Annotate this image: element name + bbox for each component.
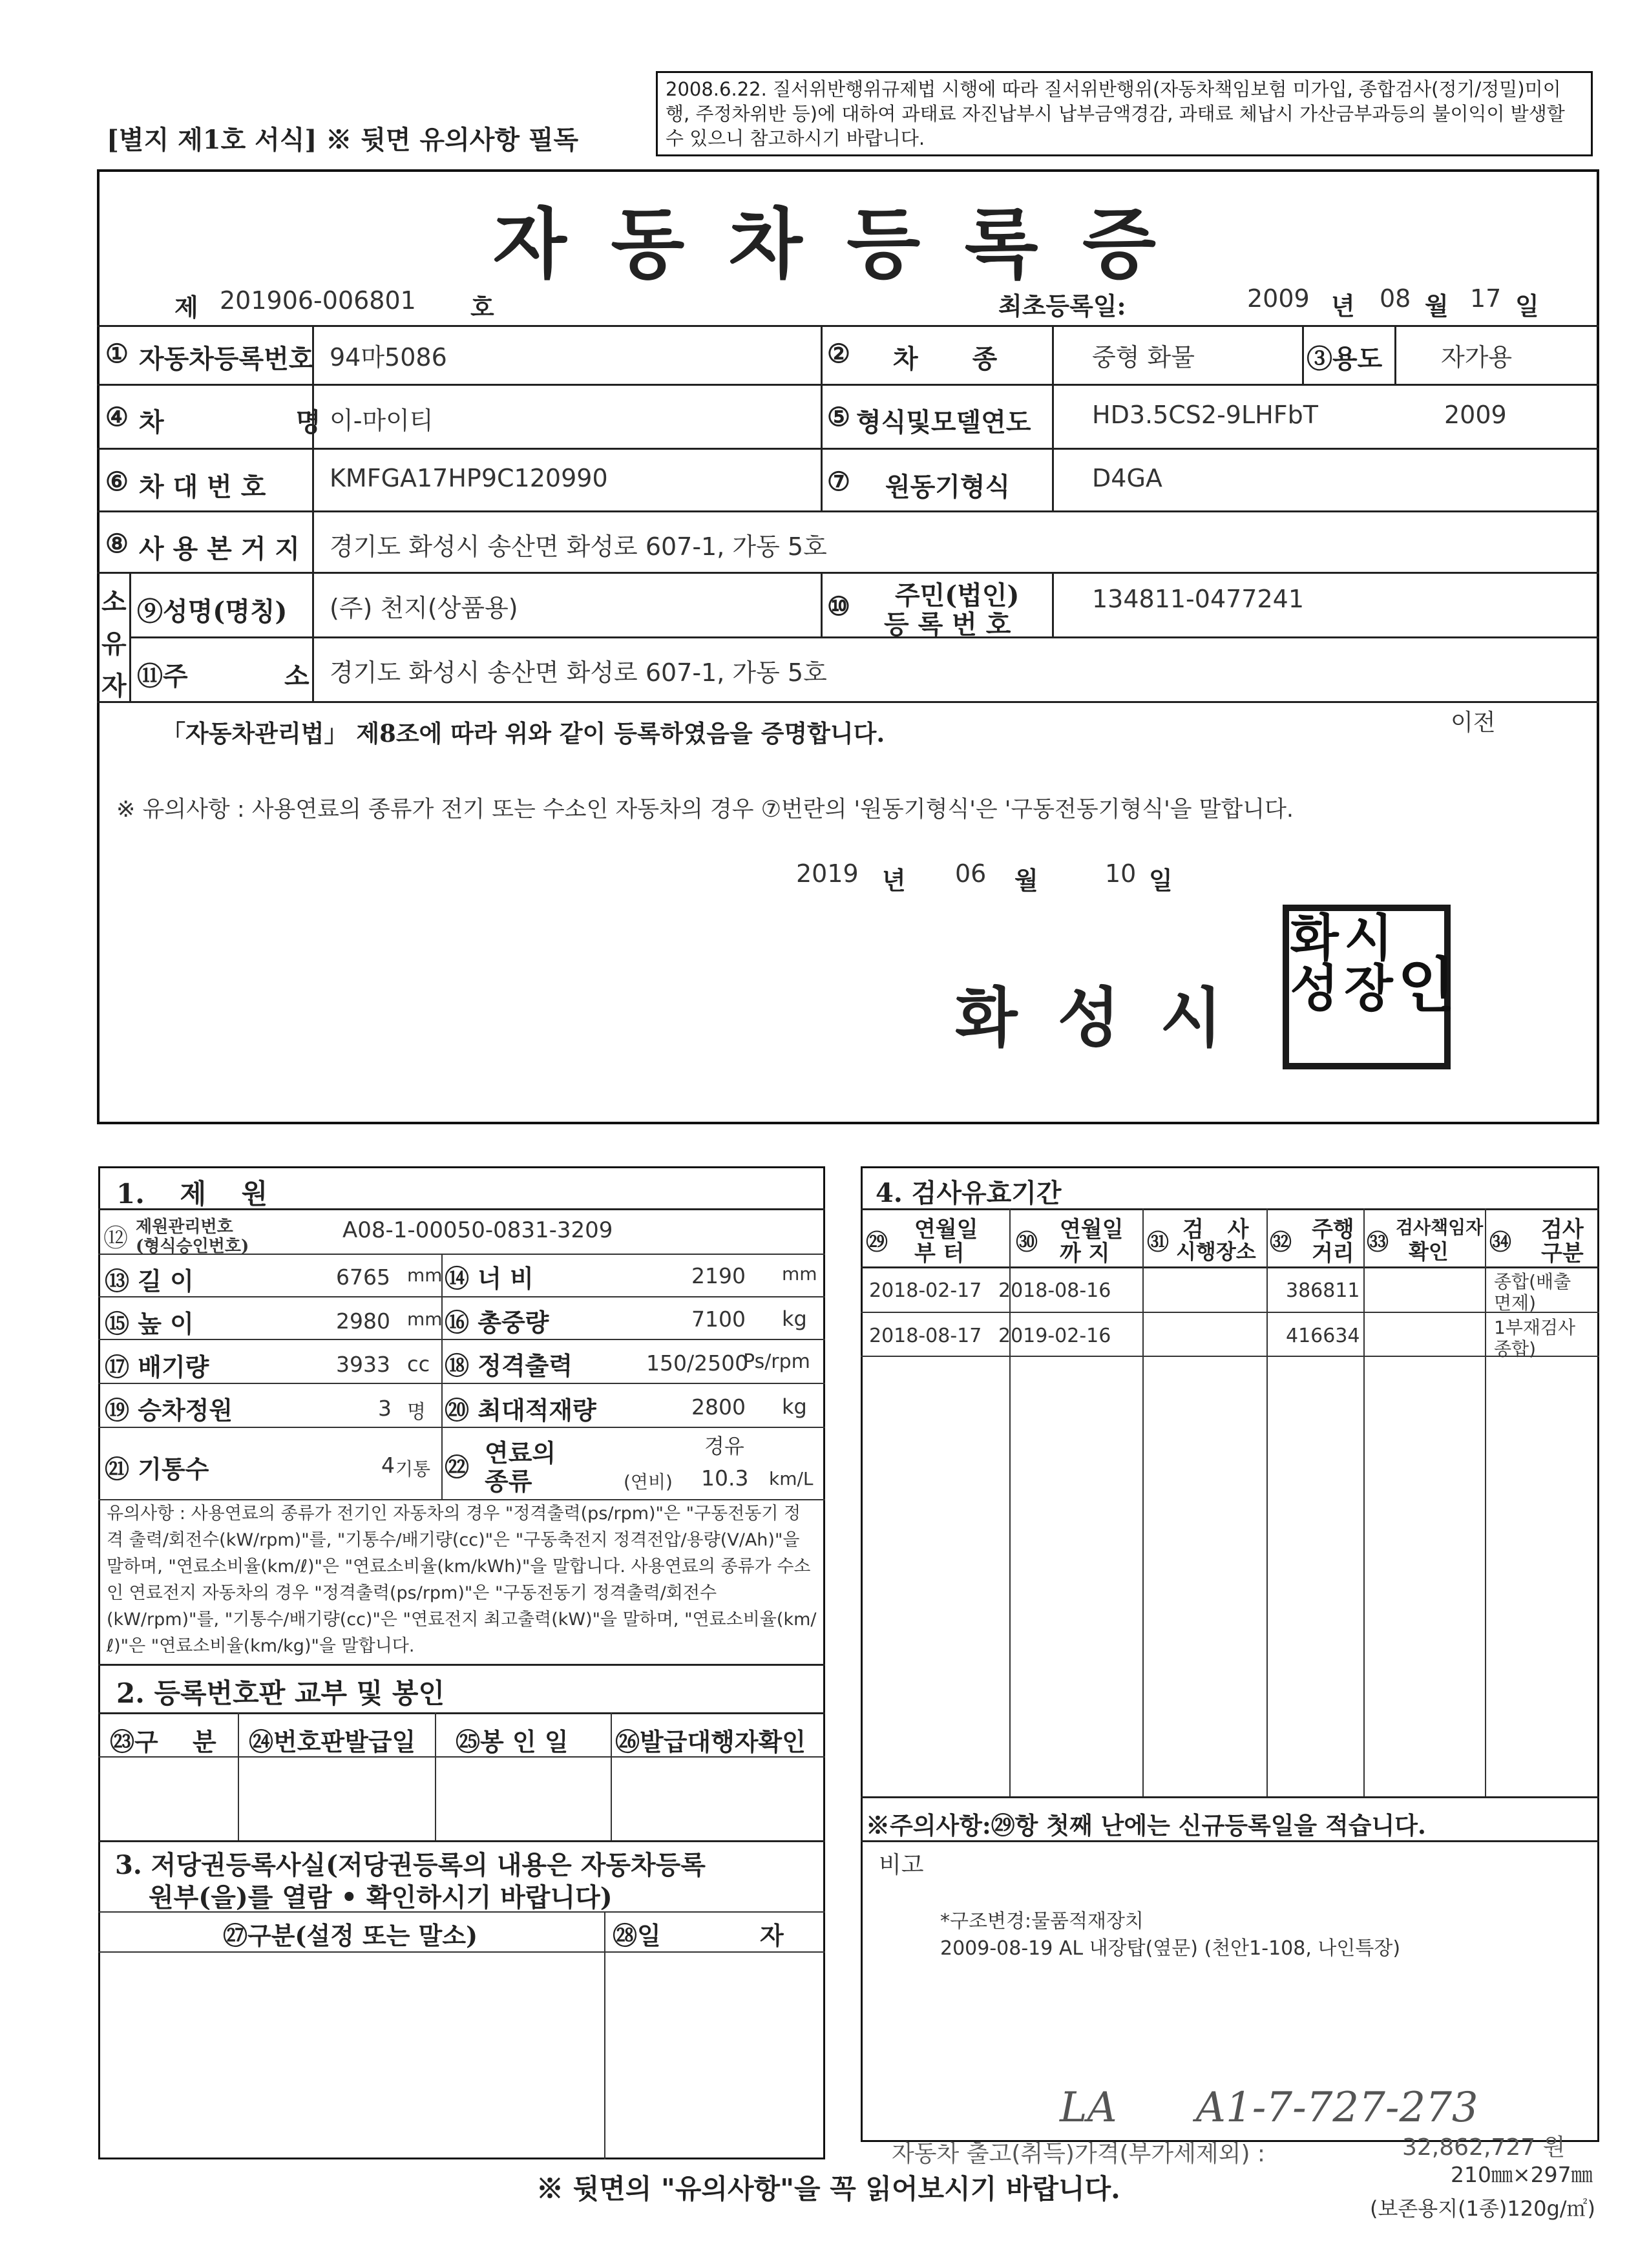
h33-label-2: 확인	[1409, 1239, 1449, 1264]
inspection-caution: ※주의사항:㉙항 첫째 난에는 신규등록일을 적습니다.	[866, 1811, 1426, 1840]
owner-char-3: 자	[101, 671, 127, 701]
h34-label-2: 구분	[1541, 1241, 1584, 1266]
price-value: 32,862,727 원	[1402, 2134, 1566, 2161]
lien-title-1: 3. 저당권등록사실(저당권등록의 내용은 자동차등록	[115, 1850, 706, 1880]
legal-notice-box	[656, 71, 1593, 156]
s22-eff-label: (연비)	[624, 1471, 673, 1493]
f10-value: 134811-0477241	[1092, 585, 1305, 613]
paper-size: 210㎜×297㎜	[1451, 2162, 1593, 2187]
issuer-name: 화성시	[955, 980, 1263, 1056]
legal-notice-text: 2008.6.22. 질서위반행위규제법 시행에 따라 질서위반행위(자동차책임보험 미가입, 종합검사(정기/정밀)미이행, 주정차위반 등)에 대하여 과태료 자진납부시 납부금액경감, 과태료 체납시 가산금부과등의 불이익이 발생할 수 있으니 참고하시기 바랍니다.	[666, 78, 1565, 149]
bottom-notice: ※ 뒷면의 "유의사항"을 꼭 읽어보시기 바랍니다.	[536, 2173, 1120, 2205]
s22-value: 경유	[704, 1434, 744, 1458]
issue-day-unit: 일	[1149, 866, 1173, 895]
s19-label: ⑲ 승차정원	[105, 1396, 233, 1425]
f6-label: 차 대 번 호	[139, 472, 266, 502]
s13-label: ⑬ 길 이	[105, 1266, 194, 1296]
row2-type-2: 종합)	[1494, 1338, 1537, 1360]
s18-label: ⑱ 정격출력	[445, 1351, 573, 1380]
row1-to: 2018-08-16	[998, 1279, 1111, 1302]
f2-label: 차 종	[893, 344, 998, 374]
first-reg-month: 08	[1380, 284, 1411, 313]
f9-value: (주) 천지(상품용)	[330, 594, 518, 622]
s22-label-1: 연료의	[485, 1438, 556, 1467]
row2-to: 2019-02-16	[998, 1325, 1111, 1347]
plate-title: 2. 등록번호판 교부 및 봉인	[116, 1677, 445, 1709]
s13-unit: mm	[407, 1265, 443, 1286]
seal-text-col-3: 인	[1398, 950, 1455, 1020]
issue-year-unit: 년	[882, 866, 906, 895]
owner-char-1: 소	[101, 587, 127, 617]
row1-type-1: 종합(배출	[1494, 1271, 1571, 1292]
s16-label: ⑯ 총중량	[445, 1308, 549, 1337]
s16-value: 7100	[691, 1307, 746, 1332]
remarks-label: 비고	[879, 1852, 924, 1878]
f5-year: 2009	[1444, 401, 1507, 429]
h31-label-2: 시행장소	[1176, 1239, 1256, 1264]
s12-label-2: (형식승인번호)	[136, 1237, 249, 1256]
row2-from: 2018-08-17	[869, 1325, 982, 1347]
lien-title-2: 원부(을)를 열람 • 확인하시기 바랍니다)	[149, 1882, 613, 1913]
f4-label: 차 명	[139, 407, 321, 437]
handwritten-note: LA A1-7-727-273	[1060, 2084, 1478, 2132]
s13-value: 6765	[336, 1265, 390, 1290]
s22-eff-unit: km/L	[769, 1468, 814, 1489]
f4-num: ④	[105, 402, 129, 432]
f2-num: ②	[827, 339, 850, 369]
f5-value: HD3.5CS2-9LHFbT	[1092, 401, 1318, 429]
plate-h26: ㉖발급대행자확인	[615, 1727, 806, 1756]
s15-value: 2980	[336, 1308, 390, 1334]
s20-label: ⑳ 최대적재량	[445, 1396, 596, 1425]
seal-text-col-1: 화성	[1281, 911, 1339, 1012]
h30-label-2: 까 지	[1060, 1241, 1110, 1266]
f5-num: ⑤	[827, 402, 850, 432]
f10-label-2: 등 록 번 호	[884, 609, 1011, 640]
f8-label: 사 용 본 거 지	[139, 534, 300, 564]
s22-label-2: 종류	[485, 1467, 532, 1496]
specs-title: 1. 제 원	[116, 1178, 268, 1210]
first-reg-year: 2009	[1247, 284, 1310, 313]
issue-month-unit: 월	[1014, 866, 1038, 895]
inspection-title: 4. 검사유효기간	[876, 1178, 1062, 1208]
issue-month: 06	[955, 859, 987, 888]
s22-num: ㉒	[445, 1453, 470, 1482]
f7-label: 원동기형식	[885, 472, 1011, 502]
h33-num: ㉝	[1367, 1230, 1389, 1255]
h32-label-1: 주행	[1312, 1217, 1354, 1243]
s12-value: A08-1-00050-0831-3209	[342, 1217, 613, 1243]
s14-value: 2190	[691, 1263, 746, 1288]
row2-type-1: 1부재검사	[1494, 1317, 1576, 1338]
s17-label: ⑰ 배기량	[105, 1352, 209, 1381]
s21-unit: 기통	[395, 1458, 431, 1480]
f1-num: ①	[105, 339, 129, 369]
remark-line-1: *구조변경:물품적재장치	[940, 1910, 1144, 1933]
s17-value: 3933	[336, 1352, 390, 1377]
h31-num: ㉛	[1147, 1230, 1169, 1255]
f6-value: KMFGA17HP9C120990	[330, 464, 608, 492]
f6-num: ⑥	[105, 467, 129, 497]
f5-label: 형식및모델연도	[856, 407, 1031, 437]
reg-no-suffix: 호	[470, 293, 494, 322]
row1-type-2: 면제)	[1494, 1292, 1537, 1314]
h32-num: ㉜	[1270, 1230, 1292, 1255]
row1-km: 386811	[1286, 1279, 1360, 1302]
official-seal	[1281, 905, 1455, 1069]
first-reg-label: 최초등록일:	[998, 291, 1126, 320]
s15-unit: mm	[407, 1308, 443, 1330]
s14-label: ⑭ 너 비	[445, 1264, 534, 1293]
f2-value: 중형 화물	[1092, 343, 1195, 372]
reg-no-value: 201906-006801	[220, 286, 416, 315]
f8-value: 경기도 화성시 송산면 화성로 607-1, 가동 5호	[330, 532, 827, 561]
first-reg-year-unit: 년	[1331, 291, 1355, 320]
h34-num: ㉞	[1489, 1230, 1511, 1255]
h30-label-1: 연월일	[1060, 1217, 1124, 1243]
s21-label: ㉑ 기통수	[105, 1454, 209, 1484]
s20-unit: kg	[782, 1394, 807, 1419]
seal-text-col-2: 시장	[1335, 911, 1394, 1012]
f11-label-2: 소	[284, 661, 310, 691]
s18-unit: Ps/rpm	[743, 1350, 810, 1373]
f10-num: ⑩	[827, 591, 850, 622]
f3-label: ③용도	[1307, 344, 1383, 374]
h30-num: ㉚	[1016, 1230, 1038, 1255]
s18-value: 150/2500	[646, 1350, 749, 1376]
s20-value: 2800	[691, 1394, 746, 1420]
row1-from: 2018-02-17	[869, 1279, 982, 1302]
s12-num: ⑫	[103, 1224, 129, 1252]
first-reg-day-unit: 일	[1515, 291, 1539, 320]
issue-year: 2019	[796, 859, 859, 888]
h31-label-1: 검 사	[1182, 1217, 1249, 1243]
first-reg-day: 17	[1470, 284, 1502, 313]
plate-h24: ㉔번호판발급일	[249, 1727, 416, 1756]
certificate-title: 자동차등록증	[492, 199, 1201, 289]
s17-unit: cc	[407, 1352, 430, 1376]
f1-label: 자동차등록번호	[139, 344, 314, 374]
first-reg-month-unit: 월	[1425, 291, 1449, 320]
f7-value: D4GA	[1092, 464, 1162, 492]
f9-label: ⑨성명(명칭)	[137, 596, 288, 627]
lien-h28: ㉘일 자	[613, 1921, 784, 1950]
owner-char-2: 유	[101, 629, 127, 659]
s16-unit: kg	[782, 1307, 807, 1331]
f8-num: ⑧	[105, 529, 129, 559]
s12-label-1: 제원관리번호	[136, 1217, 233, 1237]
f1-value: 94마5086	[330, 343, 447, 372]
s15-label: ⑮ 높 이	[105, 1309, 194, 1338]
f3-value: 자가용	[1441, 343, 1513, 372]
transfer-note: 이전	[1451, 709, 1496, 736]
s21-value: 4	[381, 1453, 395, 1478]
form-label: [별지 제1호 서식] ※ 뒷면 유의사항 필독	[107, 125, 579, 155]
f7-num: ⑦	[827, 467, 850, 497]
paper-type: (보존용지(1종)120g/㎡)	[1370, 2196, 1596, 2221]
f11-value: 경기도 화성시 송산면 화성로 607-1, 가동 5호	[330, 658, 827, 687]
s14-unit: mm	[782, 1263, 817, 1285]
f11-label: ⑪주	[137, 661, 188, 691]
h33-label-1: 검사책임자	[1396, 1217, 1484, 1238]
f10-label-1: 주민(법인)	[895, 580, 1020, 611]
issue-day: 10	[1105, 859, 1137, 888]
row2-km: 416634	[1286, 1325, 1360, 1347]
h29-label-1: 연월일	[914, 1217, 978, 1243]
lien-h27: ㉗구분(설정 또는 말소)	[223, 1921, 478, 1950]
specs-note: 유의사항 : 사용연료의 종류가 전기인 자동차의 경우 "정격출력(ps/rpm)"은 "구동전동기 정격 출력/회전수(kW/rpm)"를, "기통수/배기량(cc)"은 "구동축전지 정격전압/용량(V/Ah)"을 말하며, "연료소비율(km/ℓ)"은 "연료소비율(km/kWh)"을 말합니다. 사용연료의 종류가 수소인 연료전지 자동차의 경우 "정격출력(ps/rpm)"은 "구동전동기 정격출력/회전수(kW/rpm)"를, "기통수/배기량(cc)"은 "연료전지 최고출력(kW)"을 말하며, "연료소비율(km/ℓ)"은 "연료소비율(km/kg)"을 말합니다.	[107, 1504, 817, 1656]
plate-h23: ㉓구 분	[110, 1727, 216, 1756]
reg-no-prefix: 제	[174, 293, 198, 322]
f4-value: 이-마이티	[330, 406, 434, 435]
price-label: 자동차 출고(취득)가격(부가세제외) :	[892, 2141, 1266, 2167]
remark-line-2: 2009-08-19 AL 내장탑(옆문) (천안1-108, 나인특장)	[940, 1937, 1401, 1960]
h34-label-1: 검사	[1541, 1217, 1584, 1243]
plate-h25: ㉕봉 인 일	[456, 1727, 569, 1756]
s22-eff-value: 10.3	[701, 1465, 749, 1491]
h29-label-2: 부 터	[914, 1241, 965, 1266]
caution-text: ※ 유의사항 : 사용연료의 종류가 전기 또는 수소인 자동차의 경우 ⑦번란의 '원동기형식'은 '구동전동기형식'을 말합니다.	[116, 797, 1294, 823]
h29-num: ㉙	[866, 1230, 888, 1255]
s19-unit: 명	[407, 1401, 426, 1423]
h32-label-2: 거리	[1312, 1241, 1354, 1266]
certification-text: 「자동차관리법」 제8조에 따라 위와 같이 등록하였음을 증명합니다.	[162, 719, 885, 748]
s19-value: 3	[378, 1396, 392, 1421]
